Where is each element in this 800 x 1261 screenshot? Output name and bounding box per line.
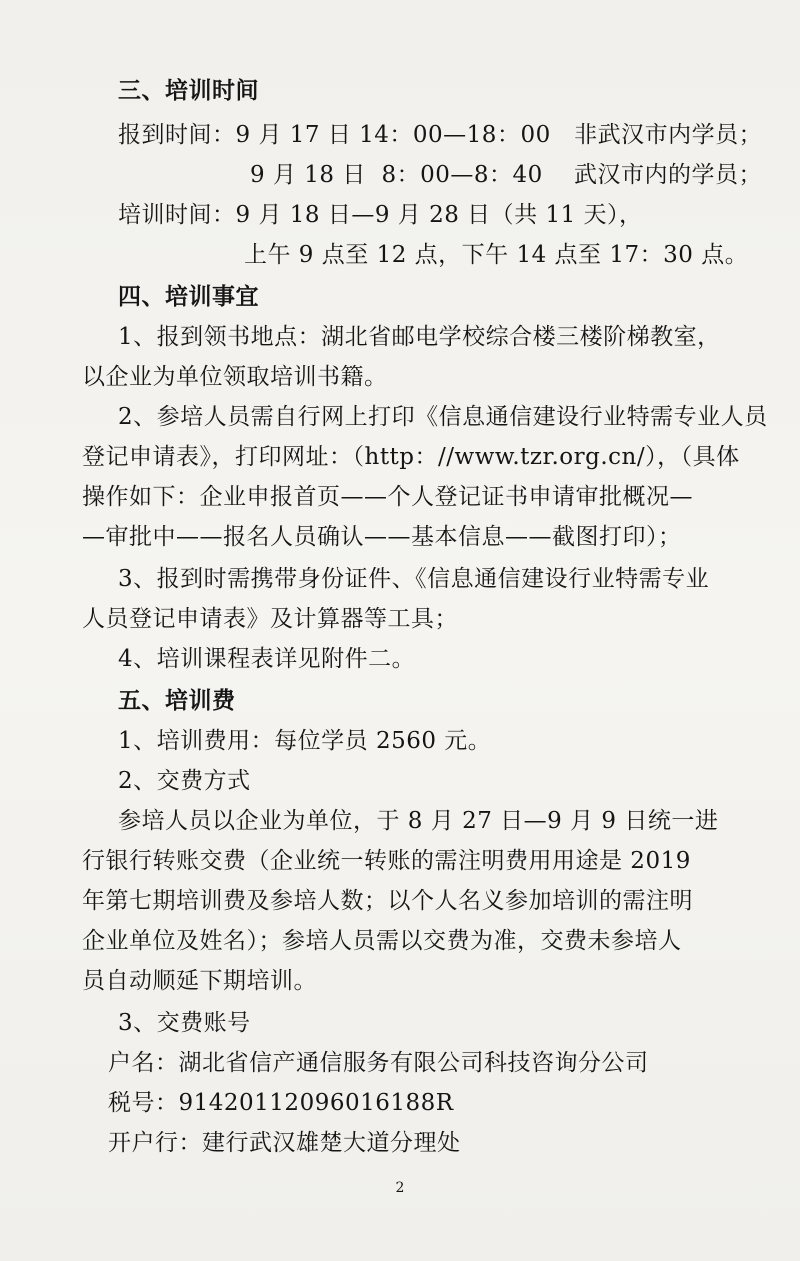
s5-para-line4: 企业单位及姓名）；参培人员需以交费为准，交费未参培人: [82, 928, 682, 954]
s4-item1-line2: 以企业为单位领取培训书籍。: [82, 364, 388, 390]
s5-para-line3: 年第七期培训费及参培人数；以个人名义参加培训的需注明: [82, 888, 693, 914]
s5-para-line5: 员自动顺延下期培训。: [82, 968, 317, 994]
s4-item2-line1: 2、参培人员需自行网上打印《信息通信建设行业特需专业人员: [118, 404, 768, 430]
account-name: 户名：湖北省信产通信服务有限公司科技咨询分公司: [108, 1050, 649, 1076]
checkin-time-line-1: 报到时间：9 月 17 日 14：00—18：00 非武汉市内学员；: [118, 122, 763, 148]
section-3-heading: 三、培训时间: [118, 77, 259, 104]
training-time-line-2: 上午 9 点至 12 点，下午 14 点至 17：30 点。: [244, 242, 749, 268]
s4-item2-line3: 操作如下：企业申报首页——个人登记证书申请审批概况—: [82, 484, 693, 510]
section-4-heading: 四、培训事宜: [118, 283, 259, 310]
section-5-heading: 五、培训费: [118, 687, 236, 714]
s4-item1-line1: 1、报到领书地点：湖北省邮电学校综合楼三楼阶梯教室，: [118, 324, 721, 350]
checkin-time-line-2: 9 月 18 日 8：00—8：40 武汉市内的学员；: [250, 162, 762, 188]
s4-item2-line4: —审批中——报名人员确认——基本信息——截图打印）；: [82, 524, 682, 550]
s4-item3-line1: 3、报到时需携带身份证件、《信息通信建设行业特需专业: [118, 566, 710, 592]
s5-para-line2: 行银行转账交费（企业统一转账的需注明费用用途是 2019: [82, 848, 691, 874]
tax-id: 税号：91420112096016188R: [108, 1090, 454, 1116]
s4-item3-line2: 人员登记申请表》及计算器等工具；: [82, 606, 458, 632]
page-number: 2: [395, 1180, 405, 1196]
s5-item2: 2、交费方式: [118, 768, 251, 794]
s4-item2-line2: 登记申请表》，打印网址：（http：//www.tzr.org.cn/），（具体: [82, 444, 740, 470]
s4-item4: 4、培训课程表详见附件二。: [118, 646, 416, 672]
training-time-line-1: 培训时间：9 月 18 日—9 月 28 日（共 11 天），: [118, 202, 643, 228]
bank-branch: 开户行：建行武汉雄楚大道分理处: [108, 1130, 461, 1156]
s5-para-line1: 参培人员以企业为单位，于 8 月 27 日—9 月 9 日统一进: [118, 808, 719, 834]
s5-item1: 1、培训费用：每位学员 2560 元。: [118, 728, 492, 754]
s5-item3: 3、交费账号: [118, 1010, 251, 1036]
